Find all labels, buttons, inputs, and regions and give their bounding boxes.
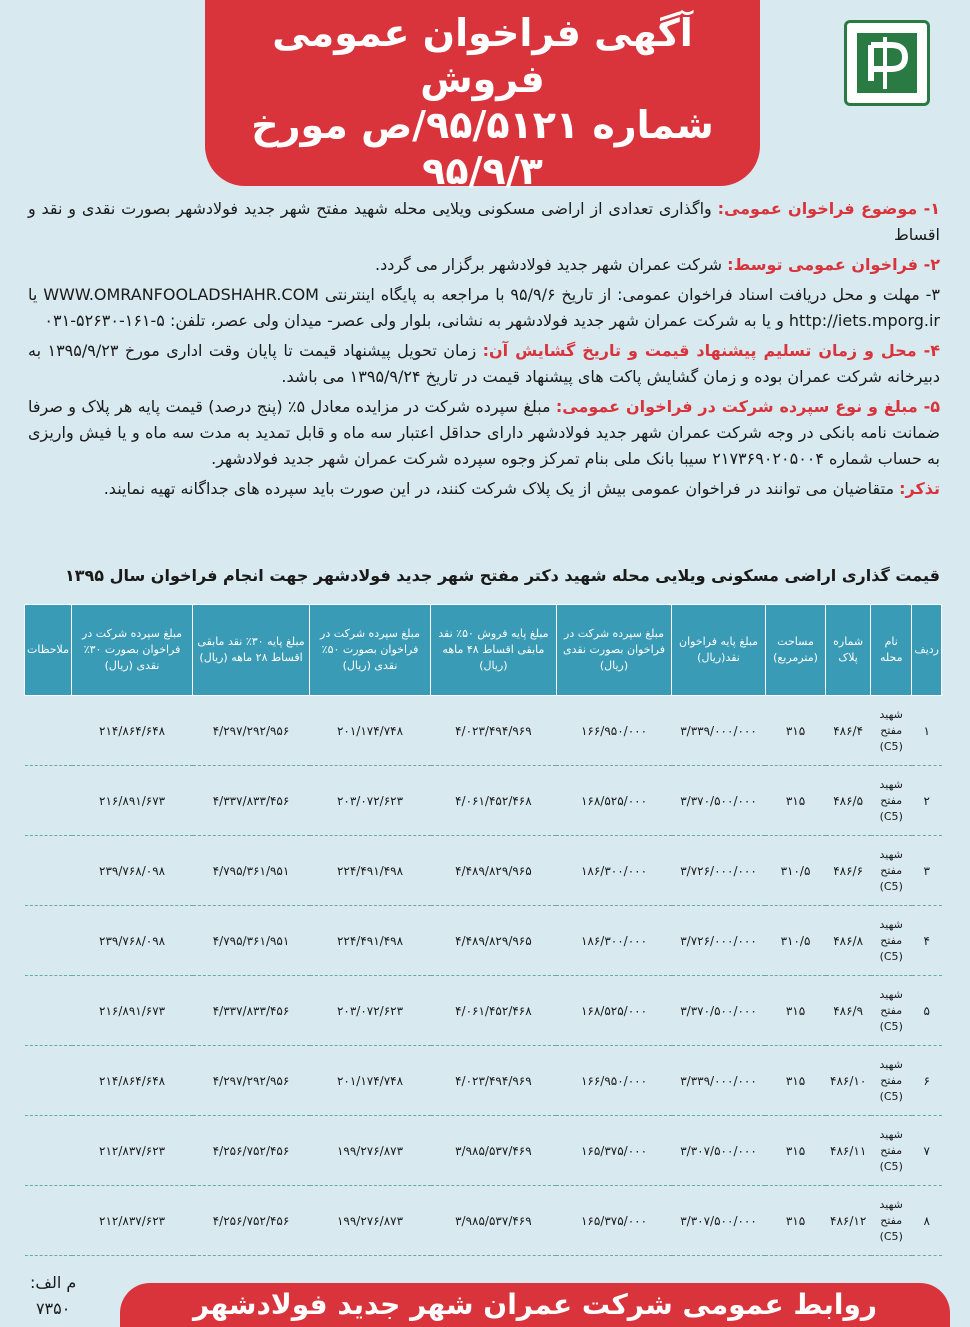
table-row	[25, 976, 942, 1046]
table-cell: ۳/۳۷۰/۵۰۰/۰۰۰	[672, 976, 766, 1046]
table-title: قیمت گذاری اراضی مسکونی ویلایی محله شهید دکتر مفتح شهر جدید فولادشهر جهت انجام فراخوان سال ۱۳۹۵	[64, 566, 940, 585]
table-cell: ۲۱۶/۸۹۱/۶۷۳	[72, 976, 193, 1046]
section-text: واگذاری تعدادی از اراضی مسکونی ویلایی محله شهید مفتح شهر جدید فولادشهر بصورت نقدی و نقد و اقساط	[28, 199, 940, 244]
column-header: مساحت (مترمربع)	[765, 605, 825, 696]
section-3	[28, 282, 940, 334]
price-table	[24, 604, 942, 1256]
table-cell: ۴۸۶/۴	[826, 696, 871, 766]
section-label: ۱- موضوع فراخوان عمومی:	[717, 199, 940, 218]
section-1	[28, 196, 940, 248]
table-cell: ۴/۷۹۵/۳۶۱/۹۵۱	[193, 836, 310, 906]
table-cell: شهید مفتح (C5)	[871, 976, 912, 1046]
table-cell: ۵	[912, 976, 942, 1046]
price-table-container	[24, 604, 942, 1256]
table-cell: ۱۶۸/۵۲۵/۰۰۰	[556, 976, 671, 1046]
table-cell: ۴/۳۳۷/۸۳۳/۴۵۶	[193, 976, 310, 1046]
section-label: ۲- فراخوان عمومی توسط:	[727, 255, 940, 274]
table-cell: ۲۰۳/۰۷۲/۶۲۳	[310, 976, 431, 1046]
table-cell	[25, 766, 72, 836]
column-header: نام محله	[871, 605, 912, 696]
table-cell: ۳	[912, 836, 942, 906]
table-cell: ۴۸۶/۱۰	[826, 1046, 871, 1116]
table-cell: ۲۱۶/۸۹۱/۶۷۳	[72, 766, 193, 836]
table-cell: ۳/۷۲۶/۰۰۰/۰۰۰	[672, 906, 766, 976]
table-cell: ۳۱۵	[765, 1046, 825, 1116]
section-2	[28, 252, 940, 278]
table-cell: ۴/۰۶۱/۴۵۲/۴۶۸	[431, 766, 557, 836]
table-cell: ۳/۹۸۵/۵۳۷/۴۶۹	[431, 1116, 557, 1186]
table-cell: ۳۱۰/۵	[765, 836, 825, 906]
table-cell: ۳/۳۳۹/۰۰۰/۰۰۰	[672, 696, 766, 766]
table-cell: ۱۹۹/۲۷۶/۸۷۳	[310, 1186, 431, 1256]
table-cell: ۳/۷۲۶/۰۰۰/۰۰۰	[672, 836, 766, 906]
table-cell: ۴/۰۲۳/۴۹۴/۹۶۹	[431, 1046, 557, 1116]
table-cell: ۲۱۲/۸۳۷/۶۲۳	[72, 1186, 193, 1256]
table-cell: ۲۰۱/۱۷۴/۷۴۸	[310, 696, 431, 766]
table-cell: ۴۸۶/۱۱	[826, 1116, 871, 1186]
table-cell	[25, 1046, 72, 1116]
section-label: ۴- محل و زمان تسلیم پیشنهاد قیمت و تاریخ گشایش آن:	[482, 341, 940, 360]
table-cell: ۳۱۵	[765, 696, 825, 766]
table-cell	[25, 1116, 72, 1186]
table-cell: ۲۰۳/۰۷۲/۶۲۳	[310, 766, 431, 836]
section-6	[28, 476, 940, 502]
table-cell: ۴/۳۳۷/۸۳۳/۴۵۶	[193, 766, 310, 836]
table-row	[25, 906, 942, 976]
section-label: تذکر:	[899, 479, 940, 498]
footer-banner: روابط عمومی شرکت عمران شهر جدید فولادشهر	[120, 1283, 950, 1327]
header-number: شماره ۹۵/۵۱۲۱/ص مورخ	[251, 103, 714, 147]
table-cell: ۷	[912, 1116, 942, 1186]
table-cell: ۳۱۰/۵	[765, 906, 825, 976]
table-cell: ۱۹۹/۲۷۶/۸۷۳	[310, 1116, 431, 1186]
table-cell: ۴۸۶/۱۲	[826, 1186, 871, 1256]
company-logo-icon	[844, 20, 930, 106]
table-cell: ۸	[912, 1186, 942, 1256]
table-cell: شهید مفتح (C5)	[871, 766, 912, 836]
column-header: ملاحظات	[25, 605, 72, 696]
table-cell: شهید مفتح (C5)	[871, 696, 912, 766]
header-title: آگهی فراخوان عمومی فروش	[272, 11, 693, 101]
table-cell: ۴/۰۶۱/۴۵۲/۴۶۸	[431, 976, 557, 1046]
table-cell: ۱۶۸/۵۲۵/۰۰۰	[556, 766, 671, 836]
table-cell: ۴/۲۹۷/۲۹۲/۹۵۶	[193, 1046, 310, 1116]
ad-code-label: م الف:	[30, 1273, 77, 1292]
table-header-row	[25, 605, 942, 696]
table-cell: ۱۶۶/۹۵۰/۰۰۰	[556, 1046, 671, 1116]
table-cell: ۳۱۵	[765, 1186, 825, 1256]
column-header: مبلغ سپرده شرکت در فراخوان بصورت ۳۰٪ نقدی (ریال)	[72, 605, 193, 696]
table-cell: ۱۶۵/۳۷۵/۰۰۰	[556, 1116, 671, 1186]
section-text: مبلغ سپرده شرکت در مزایده معادل ۵٪ (پنج درصد) قیمت پایه هر پلاک و صرفا ضمانت نامه بانکی در وجه شرکت عمران شهر جدید فولادشهر دارای حداقل اعتبار سه ماه و قابل تمدید به مدت سه ماه و یا فیش واریزی به حساب شماره ۲۱۷۳۶۹۰۲۰۵۰۰۴ سیبا بانک ملی بنام تمرکز وجوه سپرده شرکت عمران شهر جدید فولادشهر.	[28, 397, 940, 468]
table-cell: ۳۱۵	[765, 766, 825, 836]
table-cell: ۱۸۶/۳۰۰/۰۰۰	[556, 836, 671, 906]
table-row	[25, 1186, 942, 1256]
table-cell: ۱۸۶/۳۰۰/۰۰۰	[556, 906, 671, 976]
table-cell: ۴/۲۵۶/۷۵۲/۴۵۶	[193, 1116, 310, 1186]
section-5	[28, 394, 940, 472]
column-header: مبلغ پایه فراخوان نقد(ریال)	[672, 605, 766, 696]
column-header: مبلغ سپرده شرکت در فراخوان بصورت ۵۰٪ نقدی (ریال)	[310, 605, 431, 696]
ad-code	[30, 1270, 76, 1322]
table-cell: ۲۲۴/۴۹۱/۴۹۸	[310, 836, 431, 906]
table-row	[25, 1116, 942, 1186]
table-cell: ۴	[912, 906, 942, 976]
column-header: شماره پلاک	[826, 605, 871, 696]
table-cell: ۳/۳۷۰/۵۰۰/۰۰۰	[672, 766, 766, 836]
table-cell: شهید مفتح (C5)	[871, 1186, 912, 1256]
table-cell: ۳/۳۰۷/۵۰۰/۰۰۰	[672, 1116, 766, 1186]
table-cell: ۳۱۵	[765, 1116, 825, 1186]
table-cell: ۳/۳۳۹/۰۰۰/۰۰۰	[672, 1046, 766, 1116]
column-header: ردیف	[912, 605, 942, 696]
table-cell: ۴/۰۲۳/۴۹۴/۹۶۹	[431, 696, 557, 766]
section-4	[28, 338, 940, 390]
table-cell: ۲۱۴/۸۶۴/۶۴۸	[72, 696, 193, 766]
table-cell: ۴۸۶/۹	[826, 976, 871, 1046]
header-date: ۹۵/۹/۳	[422, 149, 543, 193]
table-cell: ۴/۴۸۹/۸۲۹/۹۶۵	[431, 836, 557, 906]
table-cell: ۱	[912, 696, 942, 766]
column-header: مبلغ پایه فروش ۵۰٪ نقد مابقی اقساط ۴۸ ماهه (ریال)	[431, 605, 557, 696]
table-cell: ۴/۷۹۵/۳۶۱/۹۵۱	[193, 906, 310, 976]
section-text: متقاضیان می توانند در فراخوان عمومی بیش از یک پلاک شرکت کنند، در این صورت باید سپرده های جداگانه تهیه نمایند.	[103, 479, 900, 498]
table-cell: ۳۱۵	[765, 976, 825, 1046]
announcement-header	[205, 0, 760, 193]
table-cell: ۴۸۶/۵	[826, 766, 871, 836]
table-cell: ۶	[912, 1046, 942, 1116]
table-cell: ۲۱۲/۸۳۷/۶۲۳	[72, 1116, 193, 1186]
ad-code-value: ۷۳۵۰	[35, 1299, 71, 1318]
table-cell: ۱۶۵/۳۷۵/۰۰۰	[556, 1186, 671, 1256]
table-cell: ۴/۲۹۷/۲۹۲/۹۵۶	[193, 696, 310, 766]
table-cell: شهید مفتح (C5)	[871, 1116, 912, 1186]
table-row	[25, 1046, 942, 1116]
table-cell: ۲۱۴/۸۶۴/۶۴۸	[72, 1046, 193, 1116]
table-cell: شهید مفتح (C5)	[871, 836, 912, 906]
table-cell: ۴/۴۸۹/۸۲۹/۹۶۵	[431, 906, 557, 976]
section-text: شرکت عمران شهر جدید فولادشهر برگزار می گردد.	[374, 255, 728, 274]
table-row	[25, 836, 942, 906]
section-text: زمان تحویل پیشنهاد قیمت تا پایان وقت اداری مورخ ۱۳۹۵/۹/۲۳ به دبیرخانه شرکت عمران بوده و زمان گشایش پاکت های پیشنهاد قیمت در تاریخ ۱۳۹۵/۹/۲۴ می باشد.	[28, 341, 940, 386]
table-cell: ۱۶۶/۹۵۰/۰۰۰	[556, 696, 671, 766]
table-cell: ۴۸۶/۶	[826, 836, 871, 906]
announcement-body	[28, 196, 940, 506]
table-cell: ۲۲۴/۴۹۱/۴۹۸	[310, 906, 431, 976]
column-header: مبلغ پایه ۳۰٪ نقد مابقی اقساط ۲۸ ماهه (ریال)	[193, 605, 310, 696]
column-header: مبلغ سپرده شرکت در فراخوان بصورت نقدی (ریال)	[556, 605, 671, 696]
table-cell: ۴/۲۵۶/۷۵۲/۴۵۶	[193, 1186, 310, 1256]
table-cell	[25, 696, 72, 766]
table-cell: ۴۸۶/۸	[826, 906, 871, 976]
section-label: ۵- مبلغ و نوع سپرده شرکت در فراخوان عمومی:	[555, 397, 940, 416]
table-cell	[25, 836, 72, 906]
table-cell: ۳/۹۸۵/۵۳۷/۴۶۹	[431, 1186, 557, 1256]
table-cell	[25, 1186, 72, 1256]
table-cell	[25, 906, 72, 976]
table-row	[25, 696, 942, 766]
table-cell: شهید مفتح (C5)	[871, 1046, 912, 1116]
section-text: ۳- مهلت و محل دریافت اسناد فراخوان عمومی: از تاریخ ۹۵/۹/۶ با مراجعه به پایگاه اینترنتی WWW.OMRANFOOLADSHAHR.COM یا http://iets.mporg.ir و یا به شرکت عمران شهر جدید فولادشهر به نشانی، بلوار ولی عصر- میدان ولی عصر، تلفن: ۵-۱۶۱-۵۲۶۳۰-۰۳۱	[28, 285, 941, 330]
table-cell: ۲۳۹/۷۶۸/۰۹۸	[72, 906, 193, 976]
table-cell	[25, 976, 72, 1046]
table-cell: شهید مفتح (C5)	[871, 906, 912, 976]
table-cell: ۲	[912, 766, 942, 836]
table-cell: ۲۳۹/۷۶۸/۰۹۸	[72, 836, 193, 906]
table-row	[25, 766, 942, 836]
table-cell: ۲۰۱/۱۷۴/۷۴۸	[310, 1046, 431, 1116]
table-cell: ۳/۳۰۷/۵۰۰/۰۰۰	[672, 1186, 766, 1256]
